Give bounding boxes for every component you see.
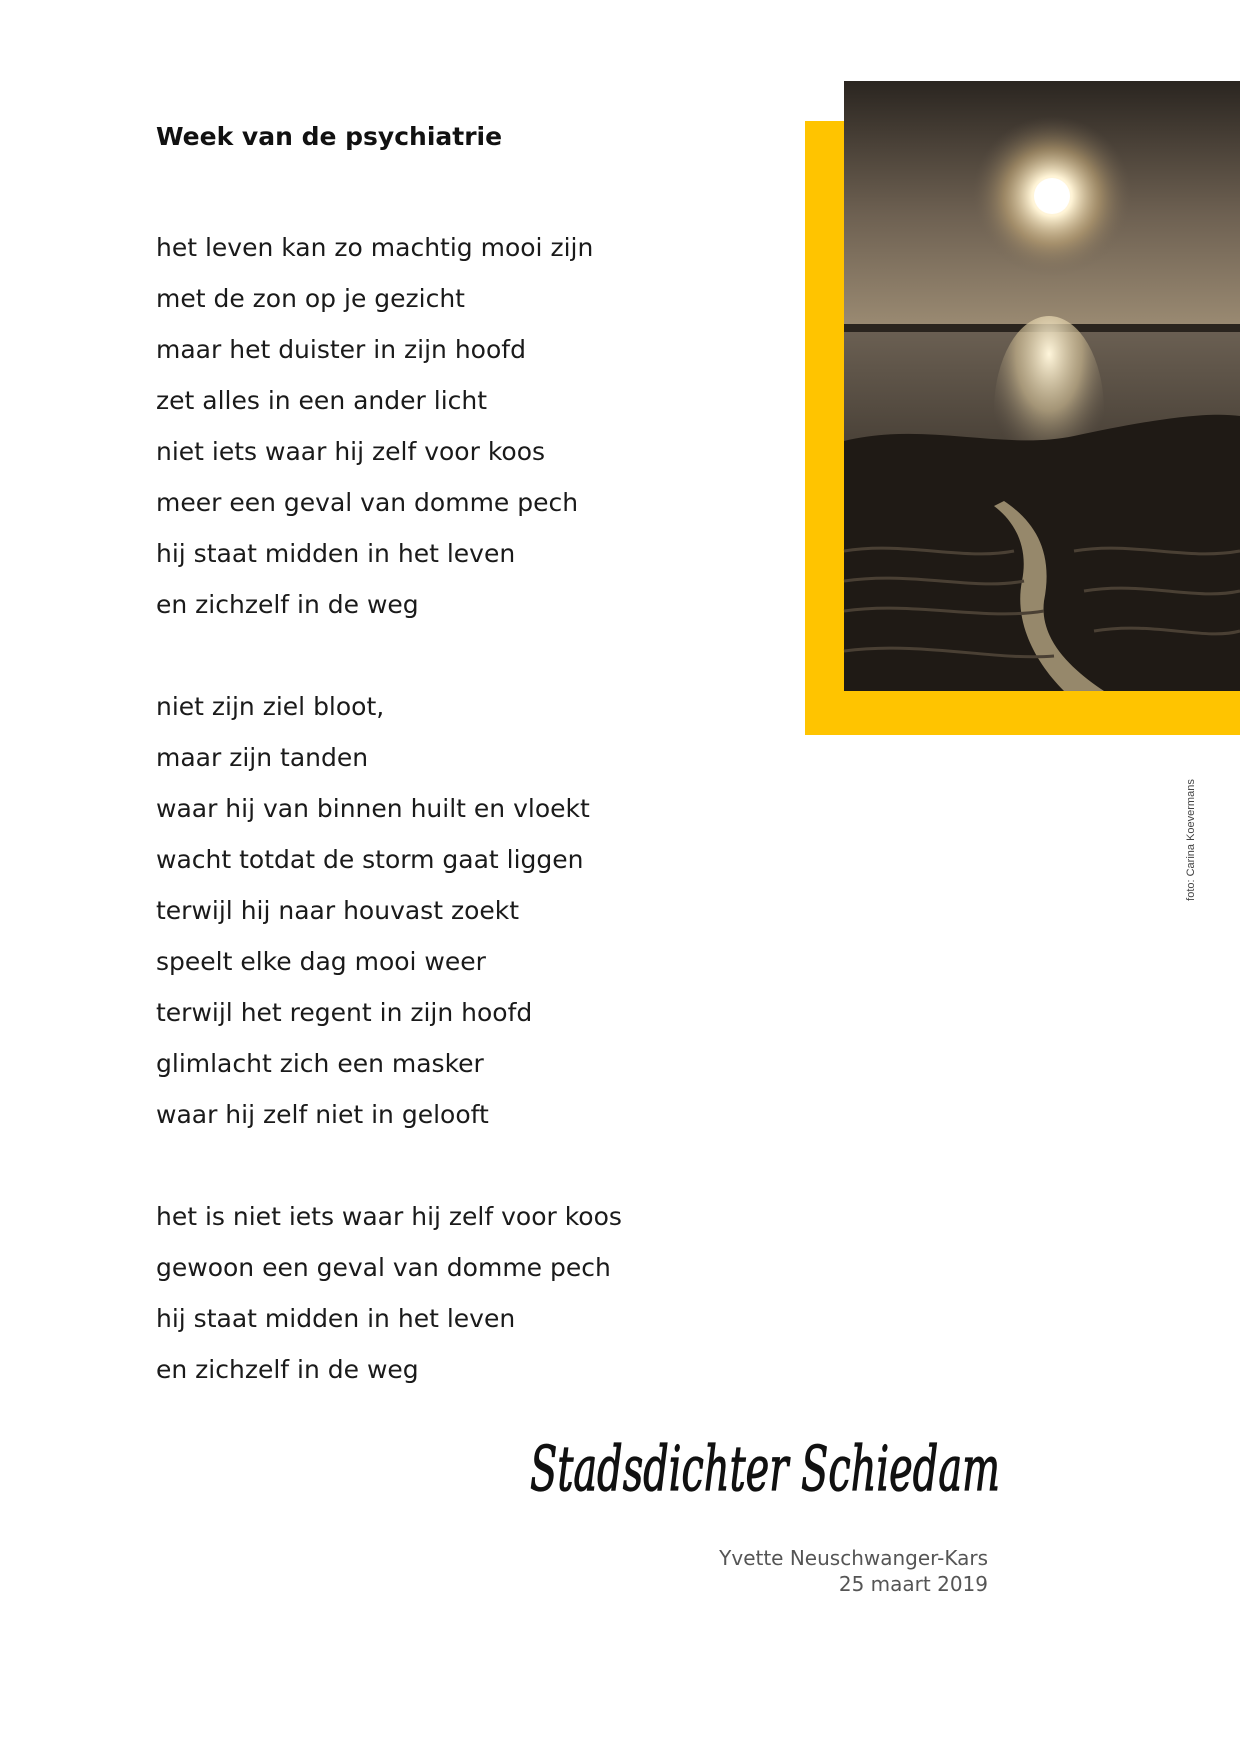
poem-line: en zichzelf in de weg [156, 1355, 419, 1384]
poem-line: gewoon een geval van domme pech [156, 1253, 611, 1282]
author-name: Yvette Neuschwanger-Kars [719, 1546, 988, 1570]
poem-line: speelt elke dag mooi weer [156, 947, 486, 976]
poem-date: 25 maart 2019 [838, 1572, 988, 1596]
poem-line: hij staat midden in het leven [156, 539, 516, 568]
poem-line: maar het duister in zijn hoofd [156, 335, 526, 364]
sunset-photo [844, 81, 1240, 691]
poem-line: terwijl hij naar houvast zoekt [156, 896, 520, 925]
poem-line: meer een geval van domme pech [156, 488, 579, 517]
poem-body [156, 222, 816, 1446]
logo-text: Stadsdichter Schiedam [530, 1432, 1000, 1505]
stadsdichter-logo [520, 1420, 1020, 1520]
poem-line: het is niet iets waar hij zelf voor koos [156, 1202, 622, 1231]
poem-line: het leven kan zo machtig mooi zijn [156, 233, 594, 262]
poem-line: en zichzelf in de weg [156, 590, 419, 619]
poem-line: glimlacht zich een masker [156, 1049, 484, 1078]
stanza-2 [156, 681, 816, 1140]
poem-line: maar zijn tanden [156, 743, 369, 772]
stanza-1 [156, 222, 816, 630]
poem-line: hij staat midden in het leven [156, 1304, 516, 1333]
poem-line: zet alles in een ander licht [156, 386, 488, 415]
photo-credit: foto: Carina Koevermans [1185, 779, 1197, 901]
poem-line: terwijl het regent in zijn hoofd [156, 998, 533, 1027]
poem-line: waar hij van binnen huilt en vloekt [156, 794, 590, 823]
poem-line: waar hij zelf niet in gelooft [156, 1100, 489, 1129]
poem-line: wacht totdat de storm gaat liggen [156, 845, 584, 874]
poem-line: niet iets waar hij zelf voor koos [156, 437, 546, 466]
poem-line: met de zon op je gezicht [156, 284, 465, 313]
stanza-3 [156, 1191, 816, 1395]
poem-line: niet zijn ziel bloot, [156, 692, 385, 721]
poem-title: Week van de psychiatrie [156, 122, 503, 151]
